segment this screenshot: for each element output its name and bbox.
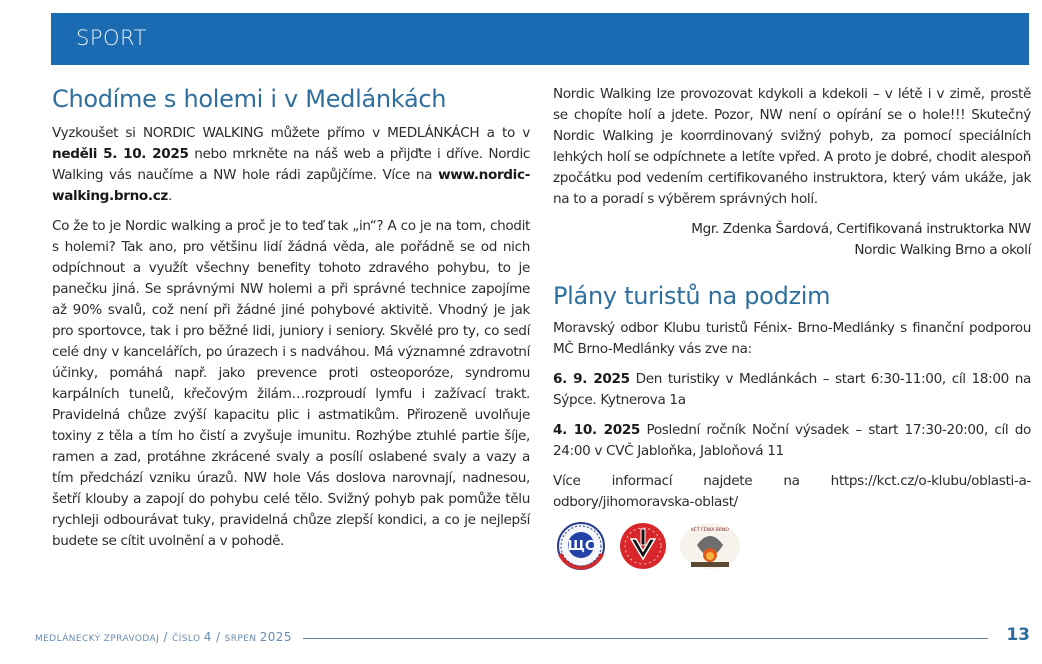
right-column [553, 84, 1031, 571]
event-date: 6. 9. 2025 [553, 371, 630, 387]
issue-label: ČÍSLO [172, 634, 201, 644]
event-date: 4. 10. 2025 [553, 422, 641, 438]
issue-number: 4 [203, 630, 212, 644]
issue-month: SRPEN [224, 634, 257, 644]
event-date-highlight: neděli 5. 10. 2025 [52, 146, 189, 162]
article-title-tourists: Plány turistů na podzim [553, 282, 831, 310]
left-column [52, 82, 530, 552]
website-link[interactable]: www.nordic-walking.brno.cz [52, 167, 530, 204]
article-title-nordic-walking: Chodíme s holemi i v Medlánkách [52, 85, 447, 113]
klub-ceskych-turistu-logo [553, 521, 609, 571]
section-label: SPORT [76, 26, 147, 50]
author-org-line: Nordic Walking Brno a okolí [854, 242, 1031, 258]
intro-text-end: . [168, 188, 172, 204]
intro-text: Vyzkoušet si NORDIC WALKING můžete přímo v MEDLÁNKÁCH a to v [52, 125, 530, 141]
article-body-continued: Nordic Walking lze provozovat kdykoli a kdekoli – v létě i v zimě, prostě se chopíte holí a jdete. Pozor, NW není o opírání se o hole!!! Skutečný Nordic Walking je koorrdinovaný svižný pohyb, za pomocí speciálních lehkých holí se odpíchnete a letíte vpřed. A proto je dobré, chodit alespoň zpočátku pod vedením certifikovaného instruktora, který vám ukáže, jak na to a poradí s výběrem správných holí. [553, 86, 1031, 207]
author-signature [553, 219, 1031, 261]
article-intro [52, 123, 530, 207]
event-description: Poslední ročník Noční výsadek – start 17:30-20:00, cíl do 24:00 v CVČ Jabloňka, Jabloňová 11 [553, 422, 1031, 459]
separator: / [211, 630, 225, 644]
logos-row [553, 521, 1031, 571]
kct-fenix-brno-logo [677, 521, 743, 571]
event-description: Den turistiky v Medlánkách – start 6:30-11:00, cíl 18:00 na Sýpce. Kytnerova 1a [553, 371, 1031, 408]
article-body: Co že to je Nordic walking a proč je to teď tak „in“? A co je na tom, chodit s holemi? Tak ano, pro většinu lidí žádná věda, ale pořádně se od nich odpíchnout a využít všechny benefity tohoto zdravého pohybu, to je panečku jiná. Se správnými NW holemi a při správné technice zapojíme až 90% svalů, což není při žádné jiné pohybové aktivitě. Vhodný je jak pro sportovce, tak i pro běžné lidi, juniory i seniory. Skvělé pro ty, co sedí celé dny v kancelářích, po úrazech i s nadváhou. Má významné zdravotní účinky, pomáhá např. jako prevence proti osteoporóze, syndromu karpálních tunelů, křečovým žilám…rozproudí lymfu i zažívací trakt. Pravidelná chůze zvýší kapacitu plic i astmatikům. Přirozeně uvolňuje toxiny z těla a tím ho čistí a zvyšuje imunitu. Rozhýbe ztuhlé partie šíje, ramen a zad, protáhne zkrácené svaly a posílí oslabené svaly a vazy a tím předchází vzniku úrazů. NW hole Vás doslova narovnají, nadnesou, šetří klouby a zapojí do pohybu celé tělo. Svižný pohyb pak pomůže tělu rychleji odbourávat tuky, pravidelná chůze zlepší kondici, a co je nejlepší budete se cítit uvolnění a v pohodě. [52, 218, 530, 549]
ivv-logo [615, 521, 671, 571]
event-item [553, 369, 1031, 411]
page-footer [35, 625, 1030, 648]
more-info-link-text[interactable]: Více informací najdete na https://kct.cz/o-klubu/oblasti-a-odbory/jihomoravska-oblast/ [553, 473, 1031, 510]
page-number: 13 [1006, 625, 1030, 645]
intro-text-continued: nebo mrkněte na náš web a přijďte i dříve. Nordic Walking vás naučíme a NW hole rádi zapůjčíme. Více na [52, 146, 531, 183]
publication-info [35, 630, 292, 644]
publication-name: MEDLÁNECKÝ ZPRAVODAJ [35, 634, 160, 644]
event-item [553, 420, 1031, 462]
separator: / [159, 630, 173, 644]
tourists-intro: Moravský odbor Klubu turistů Fénix- Brno-Medlánky s finanční podporou MČ Brno-Medlánky vás zve na: [553, 320, 1031, 357]
issue-year: 2025 [259, 630, 292, 644]
svg-text:KČT FÉNIX BRNO: KČT FÉNIX BRNO [691, 528, 729, 533]
author-name-line: Mgr. Zdenka Šardová, Certifikovaná instruktorka NW [691, 221, 1031, 237]
svg-text:ЩC: ЩC [567, 539, 595, 554]
section-header-bar [51, 13, 1029, 65]
footer-divider [303, 638, 988, 639]
